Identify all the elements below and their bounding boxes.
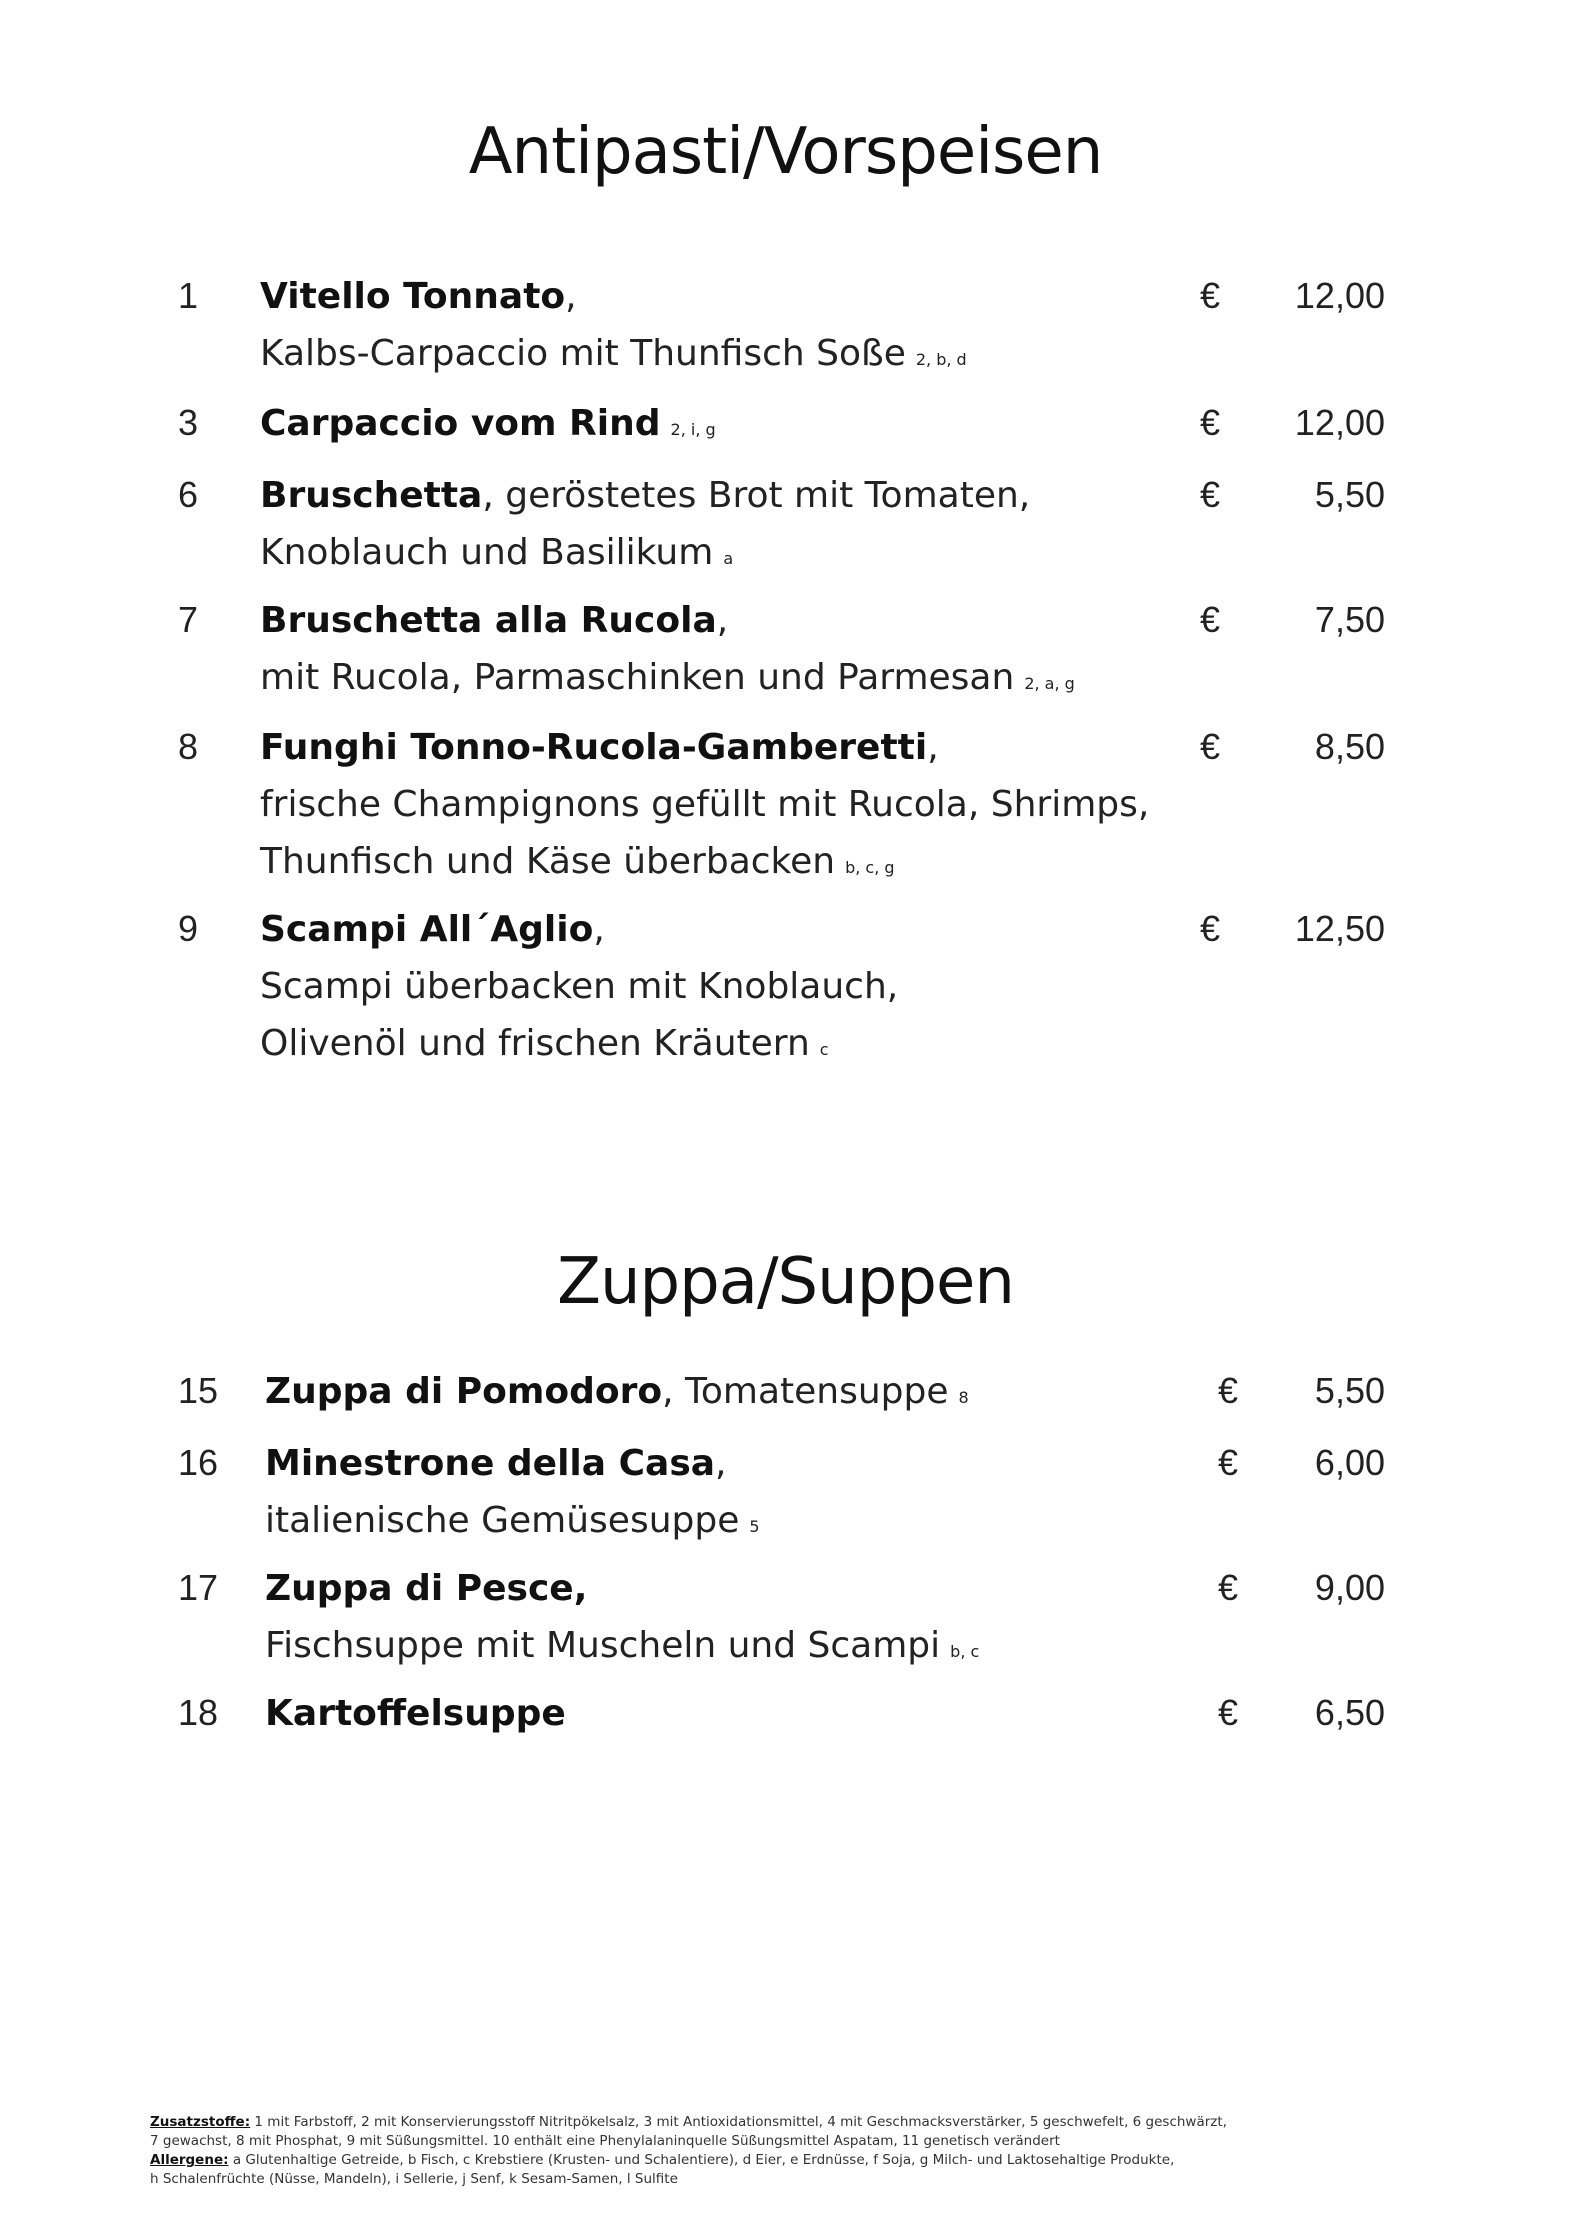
item-name-suffix: , xyxy=(927,727,939,768)
item-number: 17 xyxy=(178,1567,219,1608)
item-price: 5,50 xyxy=(1314,1370,1385,1411)
menu-item-description xyxy=(265,1685,566,1742)
item-name: Bruschetta xyxy=(260,475,483,516)
item-name: Scampi All´Aglio xyxy=(260,909,594,950)
item-number: 9 xyxy=(178,908,199,949)
allergen-codes: 8 xyxy=(958,1388,969,1407)
menu-item-description xyxy=(260,901,898,1078)
item-number: 3 xyxy=(178,402,199,443)
currency-symbol: € xyxy=(1200,908,1221,949)
menu-item-description xyxy=(265,1560,979,1680)
item-name: Minestrone della Casa xyxy=(265,1443,716,1484)
allergen-codes: 2, i, g xyxy=(670,420,716,439)
item-number: 18 xyxy=(178,1692,219,1733)
item-detail: Fischsuppe mit Muscheln und Scampi xyxy=(265,1625,941,1666)
footnotes xyxy=(150,2113,1440,2189)
currency-symbol: € xyxy=(1218,1370,1239,1411)
allergens-label: Allergene: xyxy=(150,2152,229,2168)
item-detail: mit Rucola, Parmaschinken und Parmesan xyxy=(260,657,1015,698)
allergens-text: a Glutenhaltige Getreide, b Fisch, c Krebstiere (Krusten- und Schalentiere), d Eier, e Erdnüsse, f Soja, g Milch- und Laktosehaltige Produkte, xyxy=(232,2152,1175,2168)
item-number: 7 xyxy=(178,599,199,640)
section-title-zuppa: Zuppa/Suppen xyxy=(557,1245,1014,1319)
item-name-suffix: , xyxy=(716,600,729,641)
currency-symbol: € xyxy=(1200,599,1221,640)
currency-symbol: € xyxy=(1200,275,1221,316)
allergens-text: h Schalenfrüchte (Nüsse, Mandeln), i Sellerie, j Senf, k Sesam-Samen, l Sulfite xyxy=(150,2171,678,2187)
item-name: Bruschetta alla Rucola xyxy=(260,600,717,641)
menu-item-description xyxy=(260,467,1030,587)
item-name: Funghi Tonno-Rucola-Gamberetti xyxy=(260,727,928,768)
additives-text: 1 mit Farbstoff, 2 mit Konservierungsstoff Nitritpökelsalz, 3 mit Antioxidationsmittel, 4 mit Geschmacksverstärker, 5 geschwefelt, 6 geschwärzt, xyxy=(254,2114,1227,2130)
allergen-codes: 2, a, g xyxy=(1024,674,1075,693)
item-detail: italienische Gemüsesuppe xyxy=(265,1500,740,1541)
item-number: 6 xyxy=(178,474,199,515)
item-price: 12,00 xyxy=(1294,402,1385,443)
item-name-suffix: , geröstetes Brot mit Tomaten, xyxy=(482,475,1031,516)
allergen-codes: b, c, g xyxy=(845,858,895,877)
item-name: Zuppa di Pesce, xyxy=(265,1568,588,1609)
menu-item-description xyxy=(260,592,1075,712)
additives-text: 7 gewachst, 8 mit Phosphat, 9 mit Süßungsmittel. 10 enthält eine Phenylalaninquelle Süßungsmittel Aspatam, 11 genetisch verändert xyxy=(150,2133,1060,2149)
item-price: 12,50 xyxy=(1294,908,1385,949)
item-name: Zuppa di Pomodoro xyxy=(265,1371,663,1412)
item-number: 15 xyxy=(178,1370,219,1411)
item-detail: Knoblauch und Basilikum xyxy=(260,532,714,573)
additives-label: Zusatzstoffe: xyxy=(150,2114,251,2130)
item-price: 9,00 xyxy=(1314,1567,1385,1608)
item-price: 7,50 xyxy=(1314,599,1385,640)
item-detail: Olivenöl und frischen Kräutern xyxy=(260,1023,810,1064)
item-price: 5,50 xyxy=(1314,474,1385,515)
item-name-suffix: , xyxy=(715,1443,727,1484)
item-name-suffix: , xyxy=(565,276,577,317)
item-name: Vitello Tonnato xyxy=(260,276,566,317)
allergen-codes: 2, b, d xyxy=(915,350,967,369)
menu-item-description xyxy=(260,268,967,388)
item-name: Carpaccio vom Rind xyxy=(260,403,661,444)
item-name-suffix: , Tomatensuppe xyxy=(662,1371,949,1412)
currency-symbol: € xyxy=(1218,1442,1239,1483)
currency-symbol: € xyxy=(1218,1692,1239,1733)
item-price: 12,00 xyxy=(1294,275,1385,316)
section-title-antipasti: Antipasti/Vorspeisen xyxy=(468,115,1103,189)
item-name: Kartoffelsuppe xyxy=(265,1693,566,1734)
item-detail: Scampi überbacken mit Knoblauch, xyxy=(260,966,899,1007)
item-number: 1 xyxy=(178,275,199,316)
menu-item-description xyxy=(265,1435,760,1555)
menu-item-description xyxy=(260,395,716,458)
currency-symbol: € xyxy=(1200,402,1221,443)
allergen-codes: b, c xyxy=(950,1642,980,1661)
item-price: 8,50 xyxy=(1314,726,1385,767)
item-detail: Thunfisch und Käse überbacken xyxy=(260,841,836,882)
menu-item-description xyxy=(265,1363,969,1426)
item-name-suffix: , xyxy=(593,909,605,950)
allergen-codes: c xyxy=(819,1040,829,1059)
allergen-codes: a xyxy=(723,549,734,568)
item-price: 6,00 xyxy=(1314,1442,1385,1483)
item-detail: Kalbs-Carpaccio mit Thunfisch Soße xyxy=(260,333,906,374)
currency-symbol: € xyxy=(1218,1567,1239,1608)
currency-symbol: € xyxy=(1200,474,1221,515)
currency-symbol: € xyxy=(1200,726,1221,767)
menu-item-description xyxy=(260,719,1149,896)
item-number: 8 xyxy=(178,726,199,767)
item-detail: frische Champignons gefüllt mit Rucola, Shrimps, xyxy=(260,784,1150,825)
allergen-codes: 5 xyxy=(749,1517,760,1536)
item-price: 6,50 xyxy=(1314,1692,1385,1733)
item-number: 16 xyxy=(178,1442,219,1483)
